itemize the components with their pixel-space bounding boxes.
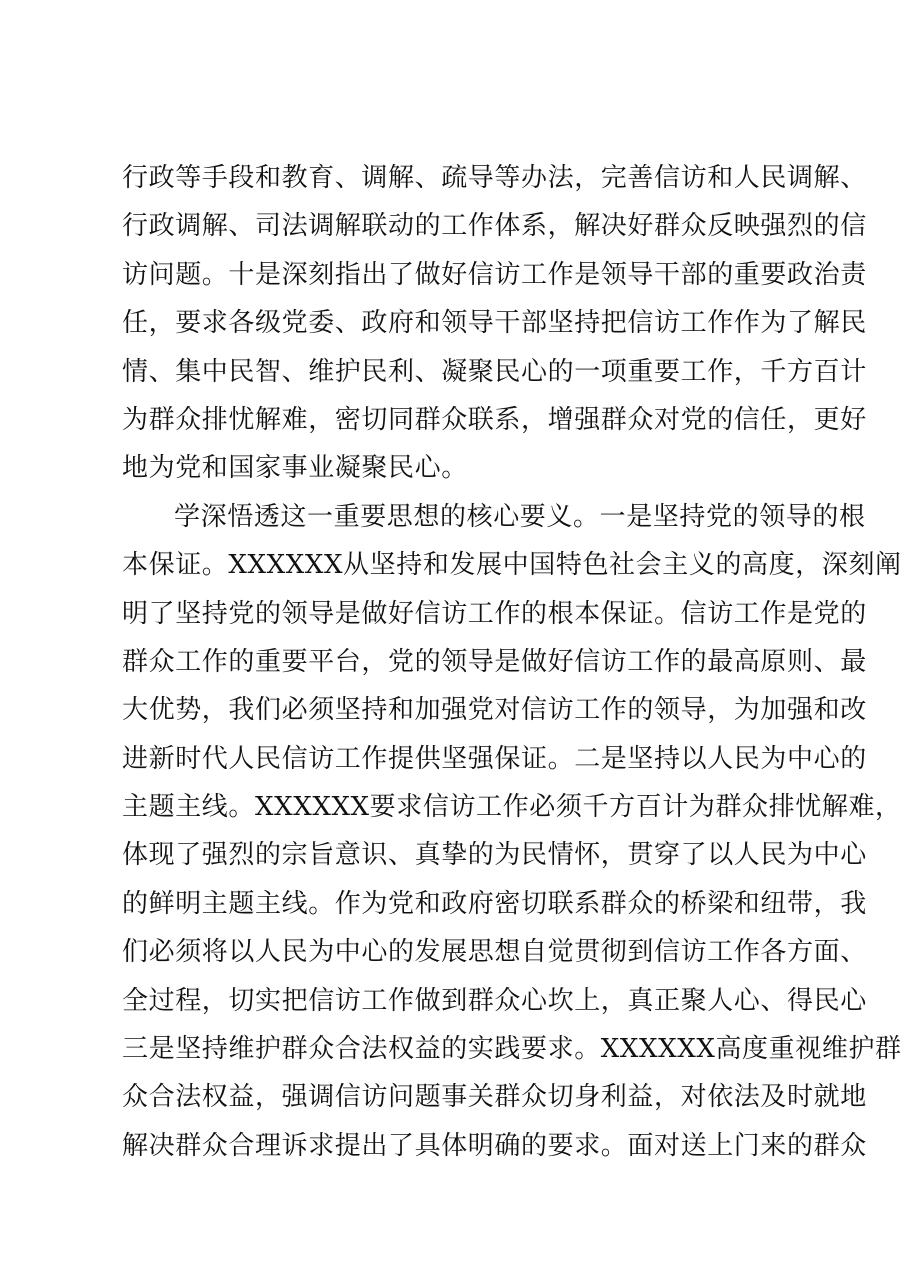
text-line: 行政等手段和教育、调解、疏导等办法，完善信访和人民调解、 [122,163,867,193]
text-line: 三是坚持维护群众合法权益的实践要求。XXXXXX高度重视维护群 [122,1034,902,1065]
text-line: 为群众排忧解难，密切同群众联系，增强群众对党的信任，更好 [122,404,867,435]
text-line: 任，要求各级党委、政府和领导干部坚持把信访工作作为了解民 [122,308,867,339]
text-line: 解决群众合理诉求提出了具体明确的要求。面对送上门来的群众 [122,1130,867,1161]
text-line: 本保证。XXXXXX从坚持和发展中国特色社会主义的高度，深刻阐 [122,550,902,581]
text-line: 地为党和国家事业凝聚民心。 [122,453,468,484]
text-line: 群众工作的重要平台，党的领导是做好信访工作的最高原则、最 [122,646,867,677]
paragraph-first-line: 学深悟透这一重要思想的核心要义。一是坚持党的领导的根 [174,501,866,532]
text-line: 的鲜明主题主线。作为党和政府密切联系群众的桥梁和纽带，我 [122,888,867,919]
text-line: 访问题。十是深刻指出了做好信访工作是领导干部的重要政治责 [122,259,867,290]
text-line: 众合法权益，强调信访问题事关群众切身利益，对依法及时就地 [122,1082,867,1113]
text-line: 们必须将以人民为中心的发展思想自觉贯彻到信访工作各方面、 [122,937,867,968]
text-line: 主题主线。XXXXXX要求信访工作必须千方百计为群众排忧解难， [122,792,902,823]
document-body [122,154,902,1170]
text-line: 体现了强烈的宗旨意识、真挚的为民情怀，贯穿了以人民为中心 [122,840,867,871]
text-line: 全过程，切实把信访工作做到群众心坎上，真正聚人心、得民心 [122,985,867,1016]
text-line: 行政调解、司法调解联动的工作体系，解决好群众反映强烈的信 [122,211,867,242]
text-line: 明了坚持党的领导是做好信访工作的根本保证。信访工作是党的 [122,598,867,629]
text-line: 情、集中民智、维护民利、凝聚民心的一项重要工作，千方百计 [122,356,867,387]
text-line: 进新时代人民信访工作提供坚强保证。二是坚持以人民为中心的 [122,743,867,774]
text-line: 大优势，我们必须坚持和加强党对信访工作的领导，为加强和改 [122,695,867,726]
